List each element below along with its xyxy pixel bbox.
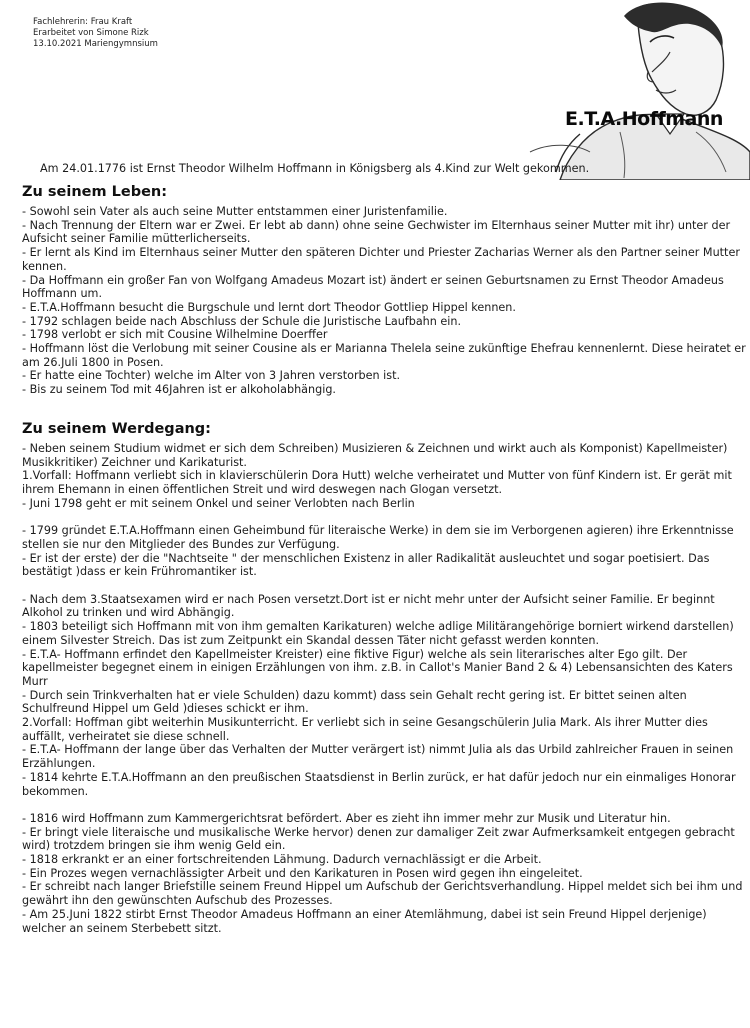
paragraph-gap <box>22 579 748 593</box>
list-item: - Hoffmann löst die Verlobung mit seiner Cousine als er Marianna Thelela seine zukünftige Ehefrau kennenlernt. Diese heiratet er am 26.Juli 1800 in Posen. <box>22 342 750 369</box>
teacher-line: Fachlehrerin: Frau Kraft <box>33 17 133 27</box>
list-item: - Am 25.Juni 1822 stirbt Ernst Theodor Amadeus Hoffmann an einer Atemlähmung, dabei ist sein Freund Hippel derjenige) welcher an seinem Sterbebett sitzt. <box>22 907 711 935</box>
list-item: - 1798 verlobt er sich mit Cousine Wilhelmine Doerffer <box>22 328 328 342</box>
list-item: - Er lernt als Kind im Elternhaus seiner Mutter den späteren Dichter und Priester Zacharias Werner als den Partner seiner Mutter kennen. <box>22 246 744 273</box>
list-item: - Durch sein Trinkverhalten hat er viele Schulden) dazu kommt) dass sein Gehalt recht gering ist. Er bittet seinen alten Schulfreund Hippel um Geld )dieses schickt er ihm. <box>22 688 691 716</box>
section-werdegang <box>22 420 748 935</box>
list-item: - 1814 kehrte E.T.A.Hoffmann an den preußischen Staatsdienst in Berlin zurück, er hat dafür jedoch nur ein einmaliges Honorar bekommen. <box>22 770 740 798</box>
list-item: - Sowohl sein Vater als auch seine Mutter entstammen einer Juristenfamilie. <box>22 205 448 218</box>
paragraph-gap <box>22 511 748 525</box>
list-item: - Er ist der erste) der die "Nachtseite " der menschlichen Existenz in aller Radikalität ausleuchtet und sogar poetisiert. Das bestätigt )dass er kein Frühromantiker ist. <box>22 551 713 579</box>
list-item: - Er schreibt nach langer Briefstille seinem Freund Hippel um Aufschub der Gerichtsverhandlung. Hippel meldet sich bei ihm und gewährt ihn den gewünschten Aufschub des Prozesses. <box>22 880 747 908</box>
section-leben <box>22 183 748 397</box>
list-item: 2.Vorfall: Hoffman gibt weiterhin Musikunterricht. Er verliebt sich in seine Gesangschülerin Julia Mark. Als ihrer Mutter dies auffällt, verheiratet sie diese schnell. <box>22 716 712 743</box>
list-item: - Juni 1798 geht er mit seinem Onkel und seiner Verlobten nach Berlin <box>22 496 415 510</box>
document-meta <box>33 17 158 50</box>
list-item: - Bis zu seinem Tod mit 46Jahren ist er alkoholabhängig. <box>22 383 336 397</box>
list-item: - Er hatte eine Tochter) welche im Alter von 3 Jahren verstorben ist. <box>22 369 401 383</box>
list-item: - Nach Trennung der Eltern war er Zwei. Er lebt ab dann) ohne seine Gechwister im Elternhaus seiner Mutter mit ihr) unter der Aufsicht seiner Familie mütterlicherseits. <box>22 218 734 246</box>
list-item: - 1816 wird Hoffmann zum Kammergerichtsrat befördert. Aber es zieht ihn immer mehr zur Musik und Literatur hin. <box>22 811 671 825</box>
list-item: - 1799 gründet E.T.A.Hoffmann einen Geheimbund für literaische Werke) in dem sie im Verborgenen agieren) ihre Erkenntnisse stellen sie nur den Mitglieder des Bundes zur Verfügung. <box>22 524 738 551</box>
portrait-sketch-icon <box>520 2 750 180</box>
list-item: - 1792 schlagen beide nach Abschluss der Schule die Juristische Laufbahn ein. <box>22 314 462 328</box>
list-item: 1.Vorfall: Hoffmann verliebt sich in klavierschülerin Dora Hutt) welche verheiratet und Mutter von fünf Kindern ist. Er gerät mit ihrem Ehemann in einen öffentlichen Streit und wird deswegen nach Glogan versetzt. <box>22 469 736 497</box>
list-item: - Ein Prozes wegen vernachlässigter Arbeit und den Karikaturen in Posen wird gegen ihn eingeleitet. <box>22 866 583 880</box>
section-heading-werdegang: Zu seinem Werdegang: <box>22 421 211 437</box>
list-item: - E.T.A- Hoffmann erfindet den Kapellmeister Kreister) eine fiktive Figur) welche als sein literarisches alter Ego gilt. Der kapellmeister begegnet einem in einigen Erzählungen von ihm. z.B. in Callot's Manier Band 2 & 4) Lebensansichten des Katers Murr <box>22 647 737 688</box>
leben-list <box>22 205 748 397</box>
list-item: - E.T.A- Hoffmann der lange über das Verhalten der Mutter verärgert ist) nimmt Julia als das Urbild zahlreicher Frauen in seinen Erzählungen. <box>22 743 737 771</box>
date-school-line: 13.10.2021 Mariengymnsium <box>33 39 158 49</box>
author-line: Erarbeitet von Simone Rizk <box>33 28 149 38</box>
list-item: - 1803 beteiligt sich Hoffmann mit von ihm gemalten Karikaturen) welche adlige Militärangehörige borniert wirkend darstellen) einem Silvester Streich. Das ist zum Zeitpunkt ein Skandal dessen Täter nicht gefasst werden konnten. <box>22 620 738 647</box>
list-item: - Er bringt viele literaische und musikalische Werke hervor) denen zur damaliger Zeit zwar Aufmerksamkeit entgegen gebracht wird) trotzdem bringen sie ihm wenig Geld ein. <box>22 825 739 853</box>
list-item: - E.T.A.Hoffmann besucht die Burgschule und lernt dort Theodor Gottliep Hippel kennen. <box>22 300 516 314</box>
intro-sentence: Am 24.01.1776 ist Ernst Theodor Wilhelm Hoffmann in Königsberg als 4.Kind zur Welt gekommen. <box>40 162 590 175</box>
section-heading-leben: Zu seinem Leben: <box>22 184 168 200</box>
werdegang-list <box>22 442 748 935</box>
list-item: - Nach dem 3.Staatsexamen wird er nach Posen versetzt.Dort ist er nicht mehr unter der Aufsicht seiner Familie. Er beginnt Alkohol zu trinken und wird Abhängig. <box>22 592 719 620</box>
portrait-illustration <box>520 2 750 180</box>
paragraph-gap <box>22 798 748 812</box>
list-item: - Neben seinem Studium widmet er sich dem Schreiben) Musizieren & Zeichnen und wirkt auch als Komponist) Kapellmeister) Musikkritiker) Zeichner und Karikaturist. <box>22 442 731 469</box>
list-item: - Da Hoffmann ein großer Fan von Wolfgang Amadeus Mozart ist) ändert er seinen Geburtsnamen zu Ernst Theodor Amadeus Hoffmann um. <box>22 273 728 301</box>
portrait-title: E.T.A.Hoffmann <box>565 108 723 130</box>
list-item: - 1818 erkrankt er an einer fortschreitenden Lähmung. Dadurch vernachlässigt er die Arbeit. <box>22 853 542 867</box>
